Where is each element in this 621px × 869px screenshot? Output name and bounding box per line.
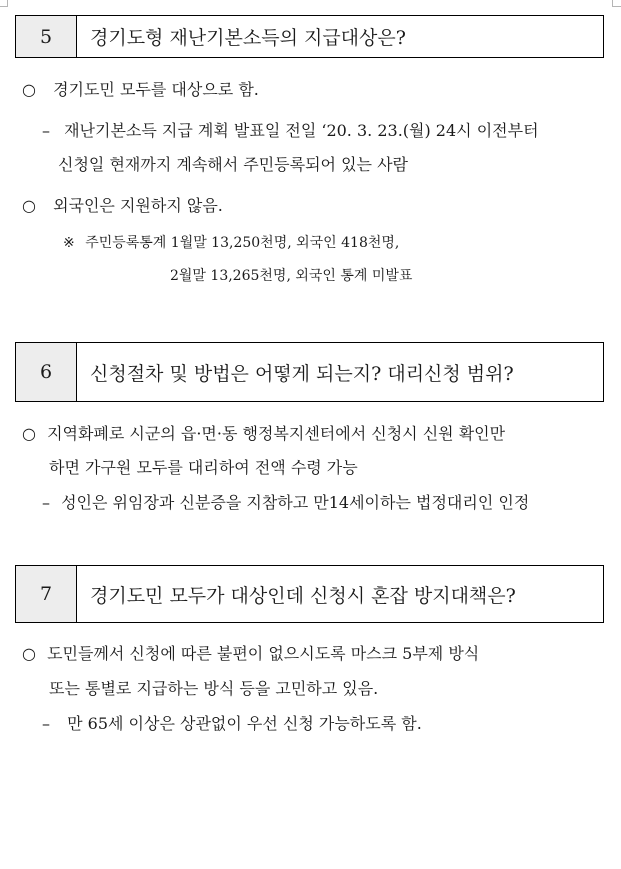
circle-bullet: ○ <box>22 644 36 663</box>
dash-bullet: – <box>42 121 50 140</box>
crop-mark-top-right-v <box>612 0 613 7</box>
answer-text: 신청일 현재까지 계속해서 주민등록되어 있는 사람 <box>58 155 409 174</box>
note-text: 2월말 13,265천명, 외국인 통계 미발표 <box>170 268 413 284</box>
note-text: 주민등록통계 1월말 13,250천명, 외국인 418천명, <box>85 235 400 251</box>
question-text: 신청절차 및 방법은 어떻게 되는지? 대리신청 범위? <box>90 362 514 385</box>
circle-bullet: ○ <box>22 196 36 215</box>
answer-text: 만 65세 이상은 상관없이 우선 신청 가능하도록 함. <box>67 714 422 733</box>
answer-line <box>42 714 422 734</box>
answer-text: 도민들께서 신청에 따른 불편이 없으시도록 마스크 5부제 방식 <box>47 644 480 663</box>
dash-bullet: – <box>42 493 50 512</box>
dash-bullet: – <box>42 714 50 733</box>
question-number: 6 <box>16 343 77 401</box>
answer-text: 경기도민 모두를 대상으로 함. <box>53 80 259 99</box>
answer-line <box>49 458 358 478</box>
answer-text: 성인은 위임장과 신분증을 지참하고 만14세이하는 법정대리인 인정 <box>61 493 530 512</box>
reference-mark: ※ <box>63 235 75 251</box>
question-number: 7 <box>16 566 77 622</box>
question-text: 경기도형 재난기본소득의 지급대상은? <box>90 27 406 49</box>
answer-text: 외국인은 지원하지 않음. <box>53 196 223 215</box>
question-box-6 <box>15 342 604 402</box>
answer-line <box>22 644 479 664</box>
answer-line <box>49 679 378 699</box>
answer-text: 또는 통별로 지급하는 방식 등을 고민하고 있음. <box>49 679 379 698</box>
note-line <box>63 233 399 253</box>
answer-line <box>22 424 505 444</box>
circle-bullet: ○ <box>22 80 36 99</box>
answer-line <box>42 493 529 513</box>
question-number: 5 <box>16 16 77 57</box>
note-line <box>170 266 412 286</box>
circle-bullet: ○ <box>22 424 36 443</box>
question-box-5 <box>15 15 604 58</box>
answer-line <box>42 121 539 141</box>
answer-line <box>22 196 223 216</box>
crop-mark-top-right-h <box>612 6 621 7</box>
answer-text: 재난기본소득 지급 계획 발표일 전일 ‘20. 3. 23.(월) 24시 이전부터 <box>64 121 539 140</box>
question-box-7 <box>15 565 604 623</box>
answer-line <box>58 155 408 175</box>
answer-text: 하면 가구원 모두를 대리하여 전액 수령 가능 <box>49 458 358 477</box>
answer-line <box>22 80 259 100</box>
question-text: 경기도민 모두가 대상인데 신청시 혼잡 방지대책은? <box>90 584 516 607</box>
crop-mark-top-left-v <box>7 0 8 7</box>
answer-text: 지역화폐로 시군의 읍·면·동 행정복지센터에서 신청시 신원 확인만 <box>47 424 506 443</box>
